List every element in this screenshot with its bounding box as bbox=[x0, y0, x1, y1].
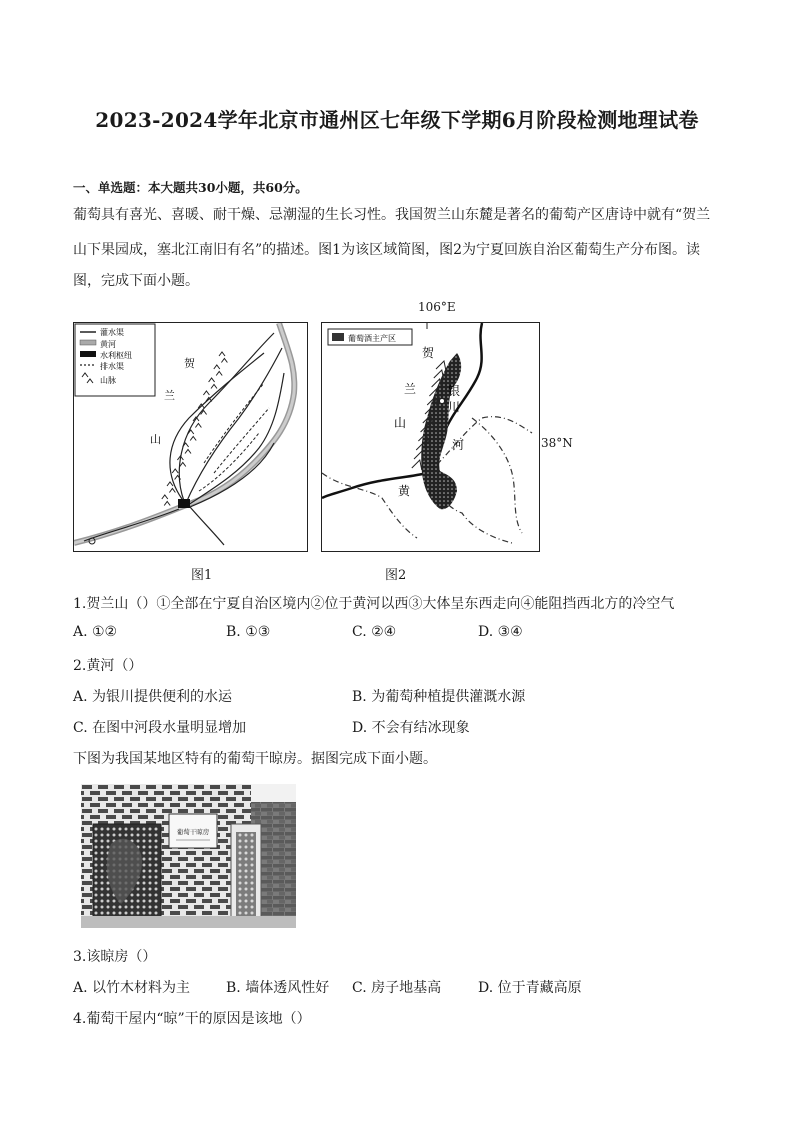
fig2-mountain-mark bbox=[436, 361, 446, 371]
fig2-legend-label: 葡萄酒主产区 bbox=[348, 334, 396, 343]
section-heading: 一、单选题：本大题共30小题，共60分。 bbox=[73, 180, 308, 195]
fig1-mountain-mark bbox=[221, 359, 227, 363]
intro-line-1: 葡萄具有喜光、喜暖、耐干燥、忌潮湿的生长习性。我国贺兰山东麓是著名的葡萄产区唐诗中就有“贺兰 bbox=[73, 207, 711, 223]
fig1-mountain-mark bbox=[195, 424, 201, 428]
fig1-legend-label-mountain: 山脉 bbox=[100, 376, 116, 385]
question-3-stem: 3.该晾房（） bbox=[73, 949, 157, 965]
q2-option-b[interactable]: B. 为葡萄种植提供灌溉水源 bbox=[352, 689, 526, 705]
fig2-mountain-label-1: 贺 bbox=[422, 346, 435, 360]
fig2-yinchuan-dot bbox=[440, 399, 445, 404]
page-title: 2023-2024学年北京市通州区七年级下学期6月阶段检测地理试卷 bbox=[95, 108, 699, 132]
photo-intro: 下图为我国某地区特有的葡萄干晾房。据图完成下面小题。 bbox=[73, 751, 437, 767]
fig1-mountain-mark bbox=[167, 482, 173, 486]
fig1-mountain-mark bbox=[169, 489, 175, 493]
fig1-mountain-mark bbox=[180, 463, 186, 467]
q2-option-a[interactable]: A. 为银川提供便利的水运 bbox=[73, 689, 233, 705]
fig1-mountain-range bbox=[162, 352, 228, 506]
fig1-mountain-mark bbox=[211, 385, 217, 389]
fig1-legend-dam-swatch bbox=[80, 351, 96, 357]
fig1-legend-label-river: 黄河 bbox=[100, 340, 116, 349]
fig2-river-label-1: 黄 bbox=[398, 484, 411, 498]
figure-2-map bbox=[321, 322, 540, 552]
photo-sign-text: 葡萄干晾房 bbox=[176, 828, 210, 836]
fig2-wine-region bbox=[421, 353, 461, 509]
question-4-stem: 4.葡萄干屋内“晾”干的原因是该地（） bbox=[73, 1011, 311, 1027]
fig1-mountain-label-1: 贺 bbox=[184, 357, 195, 370]
question-1-stem: 1.贺兰山（）①全部在宁夏自治区境内②位于黄河以西③大体呈东西走向④能阻挡西北方的冷空气 bbox=[73, 596, 675, 612]
fig1-mountain-mark bbox=[185, 450, 191, 454]
fig1-mountain-mark bbox=[214, 365, 220, 369]
fig1-mountain-label-2: 兰 bbox=[164, 389, 175, 402]
fig2-mountain-label-3: 山 bbox=[394, 416, 407, 430]
q1-option-d[interactable]: D. ③④ bbox=[478, 624, 523, 640]
figure-2-svg bbox=[322, 323, 539, 551]
fig2-mountain-label-2: 兰 bbox=[404, 382, 417, 396]
grape-drying-house-photo bbox=[81, 784, 296, 928]
fig2-mountain-mark bbox=[412, 460, 422, 470]
fig1-legend-river-swatch bbox=[80, 340, 96, 345]
q3-option-a[interactable]: A. 以竹木材料为主 bbox=[73, 980, 191, 996]
figure-1-svg bbox=[74, 323, 307, 551]
fig2-legend-swatch bbox=[332, 333, 344, 341]
fig1-mountain-mark bbox=[162, 495, 168, 499]
fig2-latitude-label: 38°N bbox=[541, 436, 573, 450]
fig1-legend-label-canal: 灌水渠 bbox=[100, 328, 124, 337]
fig1-mountain-mark bbox=[164, 502, 170, 506]
fig1-dam bbox=[178, 499, 190, 508]
intro-line-3: 图，完成下面小题。 bbox=[73, 273, 199, 289]
question-2-stem: 2.黄河（） bbox=[73, 658, 143, 674]
q1-option-a[interactable]: A. ①② bbox=[73, 624, 118, 640]
q3-option-b[interactable]: B. 墙体透风性好 bbox=[226, 980, 330, 996]
fig1-mountain-mark bbox=[203, 391, 209, 395]
q1-option-c[interactable]: C. ②④ bbox=[352, 624, 397, 640]
intro-line-2: 山下果园成，塞北江南旧有名”的描述。图1为该区域简图，图2为宁夏回族自治区葡萄生产分布图。读 bbox=[73, 242, 700, 258]
fig2-city-label-1: 银 bbox=[448, 384, 461, 398]
fig1-mountain-label-3: 山 bbox=[150, 433, 161, 446]
fig1-mountain-mark bbox=[219, 352, 225, 356]
fig1-legend-label-dam: 水利枢纽 bbox=[100, 351, 132, 360]
fig2-river-label-2: 河 bbox=[452, 438, 465, 452]
q1-option-b[interactable]: B. ①③ bbox=[226, 624, 271, 640]
figure-1-map bbox=[73, 322, 308, 552]
fig1-mountain-mark bbox=[216, 372, 222, 376]
fig2-city-label-2: 川 bbox=[448, 400, 461, 414]
q3-option-d[interactable]: D. 位于青藏高原 bbox=[478, 980, 582, 996]
fig2-longitude-label: 106°E bbox=[418, 300, 456, 314]
fig1-legend-label-drain: 排水渠 bbox=[100, 362, 124, 371]
figure-1-caption: 图1 bbox=[191, 568, 213, 583]
q2-option-c[interactable]: C. 在图中河段水量明显增加 bbox=[73, 720, 247, 736]
fig1-mountain-mark bbox=[172, 469, 178, 473]
q2-option-d[interactable]: D. 不会有结冰现象 bbox=[352, 720, 470, 736]
figure-2-caption: 图2 bbox=[385, 568, 407, 583]
fig1-mountain-mark bbox=[190, 437, 196, 441]
q3-option-c[interactable]: C. 房子地基高 bbox=[352, 980, 442, 996]
fig1-mountain-mark bbox=[209, 378, 215, 382]
